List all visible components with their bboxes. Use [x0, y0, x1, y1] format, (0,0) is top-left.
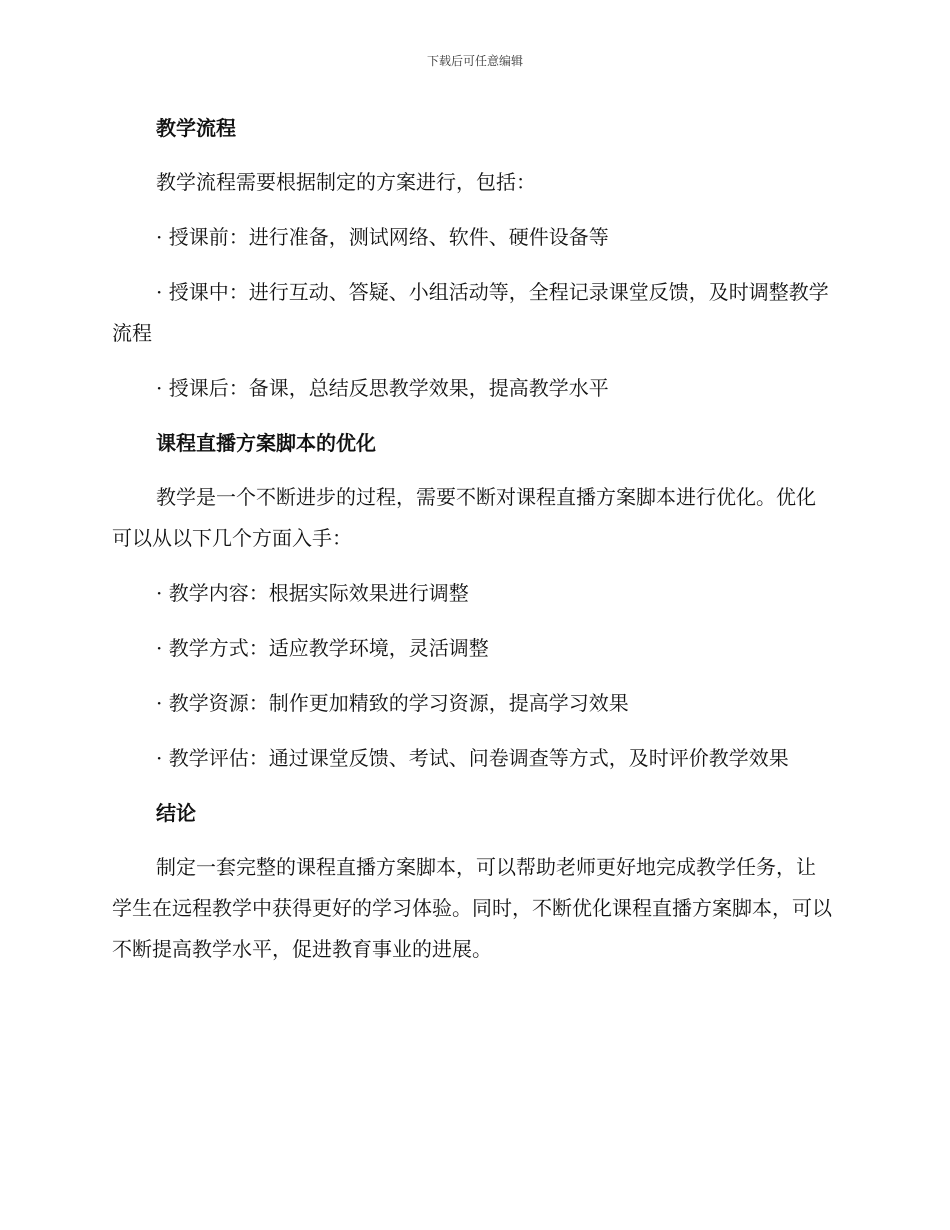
section-heading-teaching-process: 教学流程 — [156, 116, 236, 140]
paragraph-optimization-intro: 教学是一个不断进步的过程，需要不断对课程直播方案脚本进行优化。优化可以从以下几个方面入手： — [112, 485, 816, 550]
paragraph-conclusion: 制定一套完整的课程直播方案脚本，可以帮助老师更好地完成教学任务，让学生在远程教学中获得更好的学习体验。同时，不断优化课程直播方案脚本，可以不断提高教学水平，促进教育事业的进展。 — [112, 855, 832, 961]
bullet-teaching-resources: · 教学资源：制作更加精致的学习资源，提高学习效果 — [156, 691, 629, 715]
paragraph-intro: 教学流程需要根据制定的方案进行，包括： — [156, 170, 536, 194]
bullet-teaching-method: · 教学方式：适应教学环境，灵活调整 — [156, 636, 489, 660]
bullet-teaching-content: · 教学内容：根据实际效果进行调整 — [156, 581, 469, 605]
bullet-before-class: · 授课前：进行准备，测试网络、软件、硬件设备等 — [156, 225, 609, 249]
section-heading-conclusion: 结论 — [156, 801, 196, 825]
bullet-after-class: · 授课后：备课，总结反思教学效果，提高教学水平 — [156, 376, 609, 400]
page-header: 下载后可任意编辑 — [426, 54, 523, 68]
section-heading-optimization: 课程直播方案脚本的优化 — [156, 431, 376, 455]
bullet-teaching-evaluation: · 教学评估：通过课堂反馈、考试、问卷调查等方式，及时评价教学效果 — [156, 746, 789, 770]
bullet-during-class: · 授课中：进行互动、答疑、小组活动等，全程记录课堂反馈，及时调整教学流程 — [112, 280, 829, 345]
document-body — [112, 108, 834, 984]
